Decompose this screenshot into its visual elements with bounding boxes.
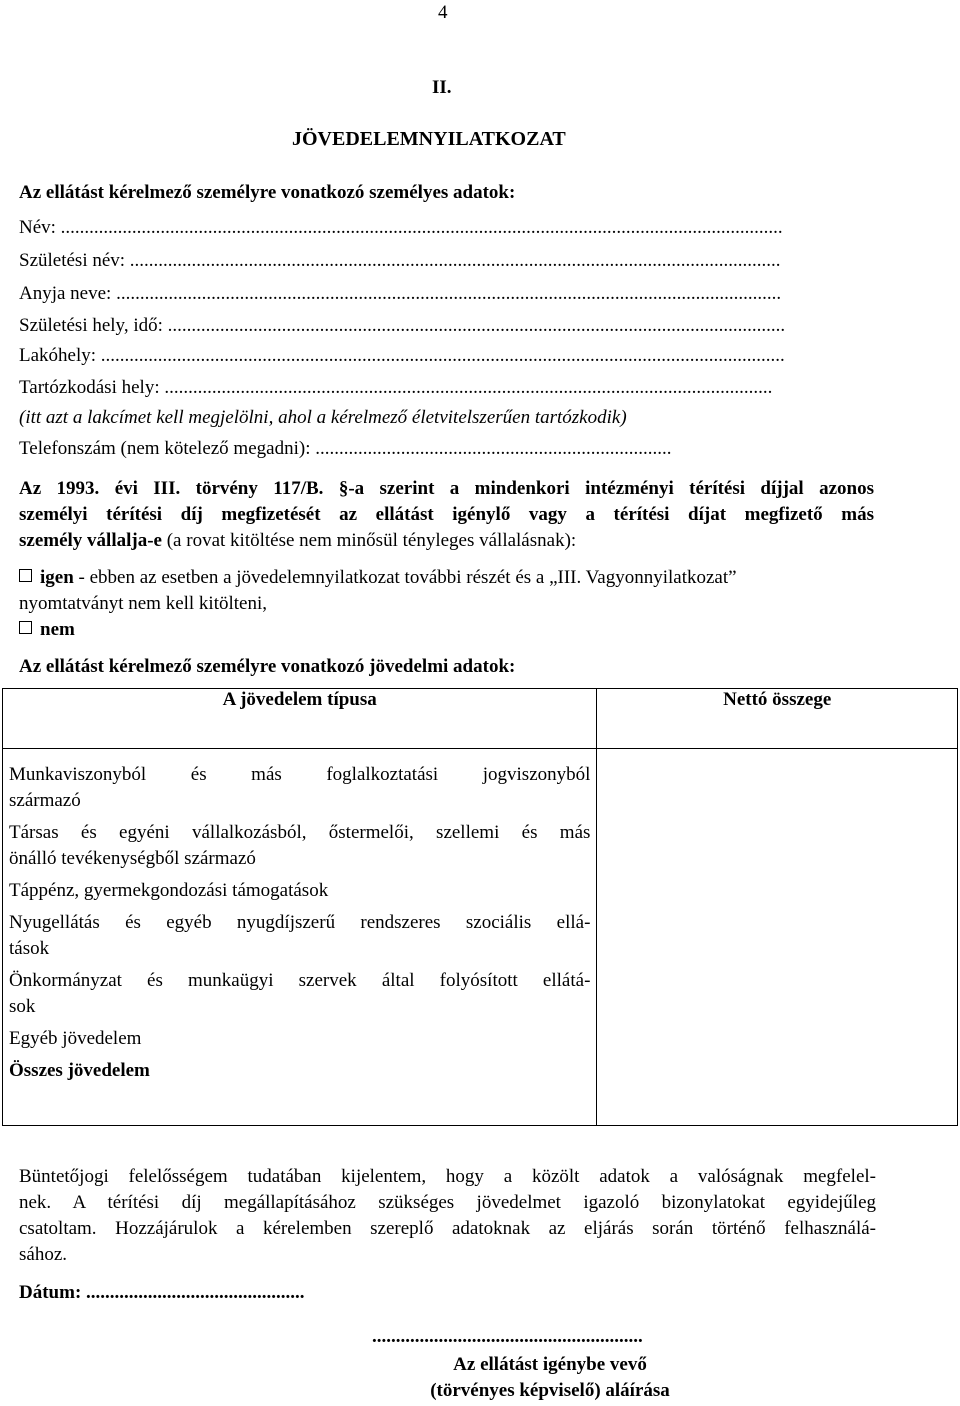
row-5-line-1: Önkormányzat és munkaügyi szervek által folyósított ellátá- bbox=[9, 970, 591, 991]
row-5-line-2: sok bbox=[9, 996, 36, 1017]
page-number: 4 bbox=[438, 2, 448, 23]
signature-line[interactable]: ......................................................... bbox=[372, 1326, 643, 1347]
option-no-label: nem bbox=[40, 619, 75, 640]
signature-label-1: Az ellátást igénybe vevő bbox=[453, 1354, 647, 1375]
field-birth-place-date[interactable]: Születési hely, idő: .................................................................................................................................. bbox=[19, 315, 786, 336]
law-line-3 bbox=[19, 530, 576, 552]
option-yes-text: - ebben az esetben a jövedelemnyilatkozat további részét és a „III. Vagyonnyilatkozat” bbox=[73, 567, 737, 588]
row-1-line-1: Munkaviszonyból és más foglalkoztatási jogviszonyból bbox=[9, 764, 591, 785]
col-header-income-type: A jövedelem típusa bbox=[3, 689, 597, 749]
law-line-3-rest: (a rovat kitöltése nem minősül tényleges vállalásnak): bbox=[161, 530, 577, 551]
declaration-line-3: csatoltam. Hozzájárulok a kérelemben szereplő adatoknak az eljárás során történő felhasználá- bbox=[19, 1218, 876, 1239]
row-2-line-2: önálló tevékenységből származó bbox=[9, 848, 256, 869]
table-row bbox=[3, 749, 958, 1126]
row-2-line-1: Társas és egyéni vállalkozásból, őstermelői, szellemi és más bbox=[9, 822, 591, 843]
row-4-line-1: Nyugellátás és egyéb nyugdíjszerű rendszeres szociális ellá- bbox=[9, 912, 591, 933]
field-birth-name[interactable]: Születési név: ......................................................................................................................................... bbox=[19, 250, 781, 271]
field-stay-place[interactable]: Tartózkodási hely: ................................................................................................................................ bbox=[19, 377, 773, 398]
declaration-line-4: sához. bbox=[19, 1244, 68, 1265]
row-4-line-2: tások bbox=[9, 938, 50, 959]
row-3-line-1: Táppénz, gyermekgondozási támogatások bbox=[9, 880, 329, 901]
option-yes-label: igen bbox=[40, 567, 74, 588]
option-yes[interactable] bbox=[19, 567, 737, 589]
law-line-2: személyi térítési díj megfizetését az ellátást igénylő vagy a térítési díjat megfizető más bbox=[19, 504, 874, 525]
option-no[interactable] bbox=[19, 619, 75, 641]
checkbox-no[interactable] bbox=[19, 621, 32, 634]
checkbox-yes[interactable] bbox=[19, 569, 32, 582]
total-income-label: Összes jövedelem bbox=[9, 1060, 150, 1081]
residence-note: (itt azt a lakcímet kell megjelölni, ahol a kérelmező életvitelszerűen tartózkodik) bbox=[19, 407, 627, 428]
option-yes-text-2: nyomtatványt nem kell kitölteni, bbox=[19, 593, 268, 614]
col-header-net-amount: Nettó összege bbox=[597, 689, 958, 749]
field-residence[interactable]: Lakóhely: ................................................................................................................................................ bbox=[19, 345, 785, 366]
law-line-1: Az 1993. évi III. törvény 117/B. §-a szerint a mindenkori intézményi térítési díjjal azonos bbox=[19, 478, 874, 499]
row-1-line-2: származó bbox=[9, 790, 81, 811]
section-number: II. bbox=[432, 77, 452, 98]
field-phone[interactable]: Telefonszám (nem kötelező megadni): ........................................................................... bbox=[19, 438, 672, 459]
income-types-cell bbox=[3, 749, 597, 1126]
income-heading: Az ellátást kérelmező személyre vonatkozó jövedelmi adatok: bbox=[19, 656, 516, 677]
declaration-line-2: nek. A térítési díj megállapításához szükséges jövedelmet igazoló bizonylatokat egyidejűleg bbox=[19, 1192, 876, 1213]
row-6-line-1: Egyéb jövedelem bbox=[9, 1028, 142, 1049]
declaration-line-1: Büntetőjogi felelősségem tudatában kijelentem, hogy a közölt adatok a valóságnak megfelel- bbox=[19, 1166, 876, 1187]
personal-data-heading: Az ellátást kérelmező személyre vonatkozó személyes adatok: bbox=[19, 182, 516, 203]
field-name[interactable]: Név: ........................................................................................................................................................ bbox=[19, 217, 783, 238]
table-header-row bbox=[3, 689, 958, 749]
income-table bbox=[2, 688, 958, 1126]
law-line-3-bold: személy vállalja-e bbox=[19, 530, 162, 551]
field-mother-name[interactable]: Anyja neve: ............................................................................................................................................ bbox=[19, 283, 782, 304]
signature-label-2: (törvényes képviselő) aláírása bbox=[430, 1380, 670, 1401]
net-amount-cell[interactable] bbox=[597, 749, 958, 1126]
page-title: JÖVEDELEMNYILATKOZAT bbox=[292, 128, 566, 150]
date-field[interactable]: Dátum: .............................................. bbox=[19, 1282, 305, 1303]
